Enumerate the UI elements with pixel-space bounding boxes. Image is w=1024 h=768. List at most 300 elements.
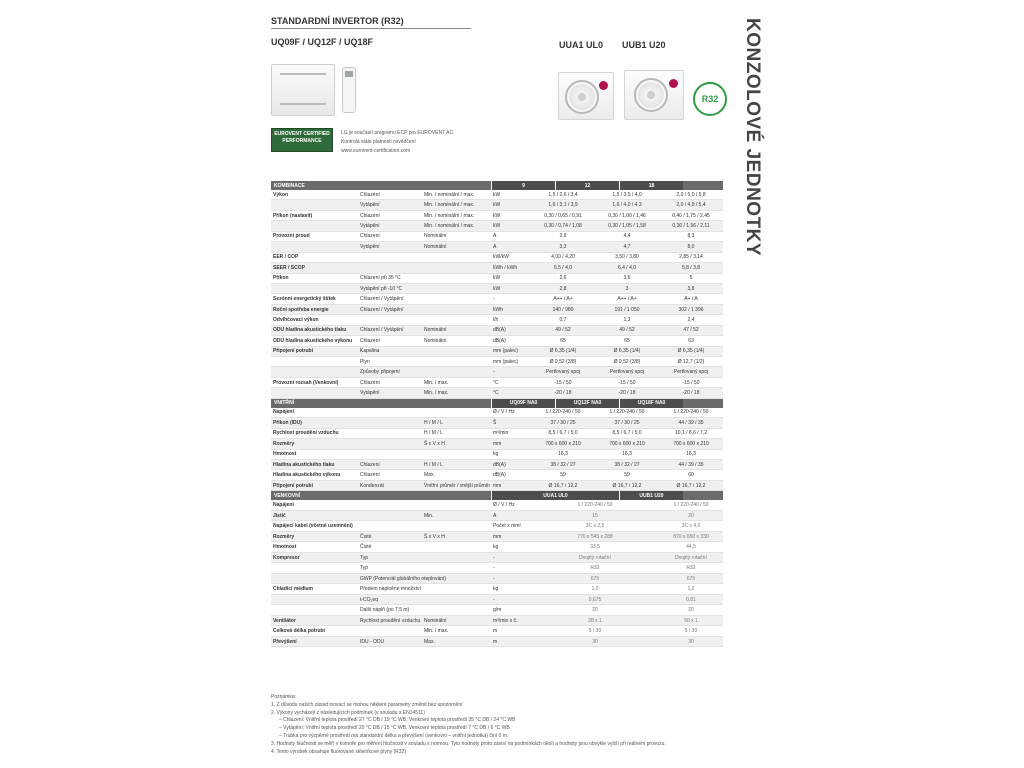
row-sublabel: Chlazení / Vytápění bbox=[360, 296, 404, 303]
eurovent-logo: EUROVENT CERTIFIED PERFORMANCE bbox=[271, 128, 333, 152]
row-sublabel: Vytápění bbox=[360, 243, 380, 250]
row-unit: A bbox=[493, 243, 497, 250]
row-label bbox=[271, 357, 358, 366]
row-measure bbox=[422, 357, 491, 366]
footnote-line: – Trubka pro výzpěrné prostředí má standardní délku a převýšení (venkovní – vnitřní jednotka) činí 0 m. bbox=[279, 732, 509, 739]
row-label: Rychlost proudění vzduchu bbox=[273, 430, 339, 437]
row-sublabel: Typ bbox=[360, 554, 369, 561]
value-cell: Ø 9,52 (3/8) bbox=[613, 358, 641, 365]
row-measure: H / M / L bbox=[424, 419, 443, 426]
row-measure bbox=[422, 542, 491, 552]
row-label: SEER / SCOP bbox=[273, 264, 305, 271]
spec-table bbox=[271, 181, 723, 647]
row-unit: Ø / V / Hz bbox=[493, 502, 515, 508]
column-header: 18 bbox=[619, 181, 683, 190]
value-cell: A+ / A bbox=[684, 296, 698, 303]
row-sublabel: Další náplň (po 7,5 m) bbox=[360, 607, 410, 613]
column-header: UUB1 U20 bbox=[619, 491, 683, 500]
table-row bbox=[271, 367, 723, 377]
row-unit: l/h bbox=[493, 316, 499, 323]
row-label: Příkon (nastavit) bbox=[273, 212, 313, 219]
value-cell: 49 / 52 bbox=[555, 327, 571, 334]
row-unit: kW bbox=[493, 191, 501, 198]
value-cell: 59 bbox=[560, 472, 566, 479]
value-cell: 2,9 bbox=[559, 233, 567, 240]
row-unit: - bbox=[493, 596, 495, 603]
row-measure bbox=[422, 263, 491, 272]
row-measure bbox=[422, 500, 491, 510]
value-cell: Ø 16,7 / 12,2 bbox=[676, 482, 706, 489]
row-unit: - bbox=[493, 369, 495, 376]
row-sublabel: Chlazení při 35 °C bbox=[360, 275, 401, 282]
value-cell: Dvojitý rotační bbox=[675, 554, 707, 561]
value-cell: 675 bbox=[590, 575, 600, 582]
row-unit: g/m bbox=[493, 607, 502, 613]
value-cell: Ø 16,7 / 12,2 bbox=[612, 482, 642, 489]
value-cell: 0,30 / 0,65 / 0,91 bbox=[544, 212, 582, 219]
value-cell: 63 bbox=[688, 337, 694, 344]
row-label: Napájení bbox=[273, 409, 294, 416]
table-row bbox=[271, 190, 723, 200]
section-header-outdoor bbox=[271, 491, 723, 500]
row-unit: kWh / kWh bbox=[493, 264, 518, 271]
side-title: KONZOLOVÉ JEDNOTKY bbox=[742, 18, 763, 257]
row-label: ODU hladina akustického tlaku bbox=[273, 327, 347, 334]
table-row bbox=[271, 284, 723, 294]
table-row bbox=[271, 439, 723, 449]
row-measure: Min. bbox=[424, 512, 434, 519]
value-cell: 0,81 bbox=[686, 596, 696, 603]
row-sublabel: Čisté bbox=[360, 544, 372, 550]
row-label: Provozní rozsah (Venkovní) bbox=[273, 379, 339, 386]
footnote-line: 2. Výkony vycházejí z následujících podmínek (v souladu s EN14511) bbox=[271, 709, 425, 716]
table-row bbox=[271, 470, 723, 480]
row-label: Hmotnost bbox=[273, 544, 297, 550]
value-cell: 2,85 / 3,14 bbox=[679, 254, 703, 261]
value-cell: Ø 9,52 (3/8) bbox=[549, 358, 577, 365]
row-unit: dB(A) bbox=[493, 337, 506, 344]
row-measure: Nominální bbox=[424, 327, 447, 334]
value-cell: Ø 6,35 (1/4) bbox=[613, 348, 641, 355]
row-unit: - bbox=[493, 296, 495, 303]
row-label: Připojení potrubí bbox=[273, 348, 313, 355]
row-measure: Max. bbox=[424, 638, 435, 645]
row-measure bbox=[422, 574, 491, 584]
row-sublabel: Kondenzát bbox=[360, 482, 384, 489]
row-measure bbox=[422, 521, 491, 531]
table-row bbox=[271, 357, 723, 367]
table-row bbox=[271, 200, 723, 210]
row-sublabel: Chlazení bbox=[360, 233, 380, 240]
section-header-combo bbox=[271, 181, 723, 190]
row-label: Odvlhčovací výkon bbox=[273, 316, 319, 323]
row-unit: mm bbox=[493, 440, 502, 447]
outdoor-unit-image-1 bbox=[558, 72, 614, 120]
row-measure bbox=[422, 284, 491, 293]
table-row bbox=[271, 574, 723, 585]
section-title: VNITŘNÍ bbox=[274, 400, 294, 407]
row-label bbox=[271, 563, 358, 573]
table-row bbox=[271, 532, 723, 543]
row-measure: H / M / L bbox=[424, 461, 443, 468]
value-cell: 770 x 545 x 288 bbox=[577, 533, 613, 540]
row-measure bbox=[422, 347, 491, 356]
row-sublabel: Rychlost proudění vzduchu bbox=[360, 617, 421, 624]
value-cell: -15 / 50 bbox=[682, 379, 700, 386]
row-label bbox=[271, 200, 358, 209]
value-cell: 2,4 bbox=[687, 316, 695, 323]
row-label bbox=[271, 574, 358, 584]
value-cell: 38 / 32 / 27 bbox=[550, 461, 576, 468]
value-cell: 8,0 bbox=[687, 243, 695, 250]
value-cell: 30 bbox=[688, 638, 694, 645]
r32-badge-icon: R32 bbox=[693, 82, 727, 116]
value-cell: Dvojitý rotační bbox=[579, 554, 611, 561]
row-unit: kg bbox=[493, 586, 499, 592]
row-unit: kW bbox=[493, 212, 501, 219]
table-row bbox=[271, 263, 723, 273]
row-label: Rozměry bbox=[273, 533, 295, 540]
row-label: Výkon bbox=[273, 191, 289, 198]
row-unit: Š bbox=[493, 419, 497, 426]
value-cell: 10,1 / 8,6 / 7,2 bbox=[675, 430, 707, 437]
row-sublabel bbox=[358, 626, 422, 636]
row-unit: A bbox=[493, 233, 497, 240]
table-row bbox=[271, 553, 723, 564]
value-cell: 0,30 / 0,74 / 1,08 bbox=[544, 223, 582, 230]
value-cell: R32 bbox=[686, 565, 696, 571]
value-cell: 16,3 bbox=[622, 451, 632, 458]
value-cell: Pertlovaný spoj bbox=[609, 369, 645, 376]
table-row bbox=[271, 429, 723, 439]
row-unit: Počet x mm² bbox=[493, 523, 522, 529]
value-cell: 5 / 30 bbox=[588, 628, 602, 634]
value-cell: 1,2 bbox=[687, 586, 695, 592]
row-unit: kg bbox=[493, 544, 499, 550]
row-unit: m bbox=[493, 628, 498, 634]
indoor-unit-image bbox=[271, 64, 335, 116]
table-row bbox=[271, 563, 723, 574]
row-label: Hmotnost bbox=[273, 451, 297, 458]
row-unit: kW bbox=[493, 223, 501, 230]
value-cell: Ø 6,35 (1/4) bbox=[549, 348, 577, 355]
remote-control-image bbox=[342, 67, 356, 113]
value-cell: 5,8 / 3,8 bbox=[681, 264, 701, 271]
row-measure: Min. / nominální / max. bbox=[424, 191, 475, 198]
table-row bbox=[271, 595, 723, 606]
value-cell: 1,5 / 2,6 / 3,4 bbox=[548, 191, 578, 198]
row-unit: mm bbox=[493, 482, 502, 489]
value-cell: 6,5 / 4,0 bbox=[553, 264, 573, 271]
table-row bbox=[271, 450, 723, 460]
value-cell: 2,6 bbox=[559, 275, 567, 282]
row-measure: Š x V x H bbox=[424, 533, 445, 540]
indoor-models: UQ09F / UQ12F / UQ18F bbox=[271, 37, 374, 47]
value-cell: 700 x 600 x 210 bbox=[545, 440, 581, 447]
value-cell: 2,0 / 5,0 / 5,8 bbox=[676, 191, 706, 198]
footnote-line: 4. Tento výrobek obsahuje fluorované skleníkové plyny (R32) bbox=[271, 748, 406, 755]
value-cell: 191 / 1 050 bbox=[614, 306, 640, 313]
row-unit: dB(A) bbox=[493, 461, 506, 468]
value-cell: 5 / 30 bbox=[684, 628, 698, 634]
footnote-line: 3. Hodnoty hlučnosti se měří v komoře pro měření hlučnosti v souladu s normou. Tyto hodnoty proto závisí na podmínkách okolí a hodnoty jsou obvykle vyšší při reálném provozu. bbox=[271, 740, 666, 747]
row-sublabel: Vytápění při -10 °C bbox=[360, 285, 403, 292]
row-unit: A bbox=[493, 512, 497, 519]
row-unit: kWh bbox=[493, 306, 503, 313]
table-row bbox=[271, 481, 723, 491]
row-sublabel bbox=[358, 418, 422, 427]
table-row bbox=[271, 584, 723, 595]
table-row bbox=[271, 253, 723, 263]
row-label: Napájení bbox=[273, 502, 294, 508]
row-unit: - bbox=[493, 575, 495, 582]
value-cell: 8,3 bbox=[687, 233, 695, 240]
section-title: KOMBINACE bbox=[274, 182, 305, 189]
row-label bbox=[271, 388, 358, 397]
table-row bbox=[271, 315, 723, 325]
row-measure: Min. / nominální / max. bbox=[424, 202, 475, 209]
row-label: ODU hladina akustického výkonu bbox=[273, 337, 353, 344]
row-sublabel: Plyn bbox=[360, 358, 370, 365]
row-measure: Min. / max. bbox=[424, 390, 449, 397]
value-cell: A++ / A+ bbox=[553, 296, 573, 303]
value-cell: 1,3 bbox=[623, 316, 631, 323]
row-unit: m³/min x č. bbox=[493, 617, 518, 624]
row-label: Celková délka potrubí bbox=[273, 628, 325, 634]
value-cell: 302 / 1 396 bbox=[678, 306, 704, 313]
table-row bbox=[271, 211, 723, 221]
value-cell: 50 x 1 bbox=[684, 617, 698, 624]
table-row bbox=[271, 326, 723, 336]
row-sublabel bbox=[358, 408, 422, 417]
row-sublabel: Vytápění bbox=[360, 202, 380, 209]
odu-model-1: UUA1 UL0 bbox=[559, 40, 604, 50]
row-measure bbox=[422, 563, 491, 573]
row-unit: Ø / V / Hz bbox=[493, 409, 515, 416]
row-label: Příkon (IDU) bbox=[273, 419, 302, 426]
row-label bbox=[271, 605, 358, 615]
value-cell: 0,30 / 1,56 / 2,11 bbox=[672, 223, 710, 230]
table-row bbox=[271, 294, 723, 304]
row-label: Příkon bbox=[273, 275, 289, 282]
row-measure: Min. / nominální / max. bbox=[424, 212, 475, 219]
row-sublabel bbox=[358, 429, 422, 438]
value-cell: 1,6 / 3,1 / 3,9 bbox=[548, 202, 578, 209]
row-measure: Nominální bbox=[424, 243, 447, 250]
row-label: Sezónní energetický štítek bbox=[273, 296, 336, 303]
value-cell: -15 / 50 bbox=[554, 379, 572, 386]
row-unit: - bbox=[493, 554, 495, 561]
row-measure bbox=[422, 408, 491, 417]
column-header: UUA1 UL0 bbox=[491, 491, 619, 500]
row-sublabel bbox=[358, 439, 422, 448]
value-cell: -20 / 18 bbox=[682, 390, 700, 397]
value-cell: 59 bbox=[624, 472, 630, 479]
value-cell: 1,6 / 4,0 / 4,3 bbox=[612, 202, 642, 209]
value-cell: 1 / 220-240 / 50 bbox=[673, 409, 709, 416]
table-row bbox=[271, 511, 723, 522]
row-measure: Vnitřní průměr / vnější průměr bbox=[424, 482, 491, 489]
row-unit: - bbox=[493, 565, 495, 571]
value-cell: 870 x 650 x 330 bbox=[673, 533, 709, 540]
row-unit: dB(A) bbox=[493, 472, 506, 479]
row-label: Hladina akustického výkonu bbox=[273, 472, 341, 479]
column-header: UQ09F NA0 bbox=[491, 399, 555, 408]
table-row bbox=[271, 637, 723, 648]
row-sublabel: GWP (Potenciál globálního oteplování) bbox=[360, 575, 447, 582]
row-label bbox=[271, 284, 358, 293]
table-row bbox=[271, 242, 723, 252]
value-cell: 1,5 / 3,5 / 4,0 bbox=[612, 191, 642, 198]
value-cell: 60 bbox=[688, 472, 694, 479]
row-sublabel: Vytápění bbox=[360, 390, 380, 397]
value-cell: Ø 16,7 / 12,2 bbox=[548, 482, 578, 489]
row-sublabel: Typ bbox=[360, 565, 369, 571]
value-cell: 4,00 / 4,20 bbox=[551, 254, 575, 261]
row-unit: °C bbox=[493, 390, 499, 397]
row-measure: Nominální bbox=[424, 337, 447, 344]
footnote-line: – Vytápění: Vnitřní teplota prostředí 20 °C DB / 15 °C WB, Venkovní teplota prostředí 7 °C DB / 6 °C WB bbox=[279, 725, 510, 732]
value-cell: 38 / 32 / 27 bbox=[614, 461, 640, 468]
table-row bbox=[271, 221, 723, 231]
value-cell: 3,3 bbox=[559, 243, 567, 250]
table-row bbox=[271, 626, 723, 637]
row-measure: H / M / L bbox=[424, 430, 443, 437]
value-cell: 0,7 bbox=[559, 316, 567, 323]
row-sublabel bbox=[358, 511, 422, 521]
value-cell: 3,5 bbox=[623, 275, 631, 282]
value-cell: 675 bbox=[686, 575, 696, 582]
row-sublabel bbox=[358, 263, 422, 272]
value-cell: 3 bbox=[625, 285, 629, 292]
value-cell: -20 / 18 bbox=[618, 390, 636, 397]
outdoor-unit-image-2 bbox=[624, 70, 684, 120]
row-unit: mm (palec) bbox=[493, 348, 519, 355]
value-cell: 37 / 30 / 25 bbox=[614, 419, 640, 426]
row-measure bbox=[422, 305, 491, 314]
row-sublabel bbox=[358, 450, 422, 459]
row-sublabel: Vytápění bbox=[360, 223, 380, 230]
row-unit: kW bbox=[493, 275, 501, 282]
row-unit: m³/min bbox=[493, 430, 509, 437]
row-measure bbox=[422, 584, 491, 594]
value-cell: 700 x 600 x 210 bbox=[673, 440, 709, 447]
value-cell: 1,0 bbox=[591, 586, 599, 592]
table-row bbox=[271, 605, 723, 616]
row-unit: mm bbox=[493, 533, 502, 540]
value-cell: 0,40 / 1,75 / 2,45 bbox=[672, 212, 710, 219]
row-sublabel: Chlazení / Vytápění bbox=[360, 327, 404, 334]
value-cell: 2,0 / 4,9 / 5,4 bbox=[676, 202, 706, 209]
row-unit: kW bbox=[493, 285, 501, 292]
value-cell: 44 / 39 / 35 bbox=[678, 419, 704, 426]
value-cell: 5 bbox=[689, 275, 693, 282]
row-sublabel: Chlazení bbox=[360, 461, 380, 468]
table-row bbox=[271, 500, 723, 511]
value-cell: A++ / A+ bbox=[617, 296, 637, 303]
row-measure: Nominální bbox=[424, 617, 447, 624]
table-row bbox=[271, 542, 723, 553]
value-cell: 2,8 bbox=[559, 285, 567, 292]
row-label: EER / COP bbox=[273, 254, 299, 261]
row-unit: kg bbox=[493, 451, 499, 458]
row-label bbox=[271, 367, 358, 376]
table-row bbox=[271, 418, 723, 428]
value-cell: 65 bbox=[624, 337, 630, 344]
value-cell: 37 / 30 / 25 bbox=[550, 419, 576, 426]
value-cell: 3C x 4,0 bbox=[681, 523, 701, 529]
column-header: 12 bbox=[555, 181, 619, 190]
table-row bbox=[271, 274, 723, 284]
value-cell: 3,8 bbox=[687, 285, 695, 292]
eurovent-note: LG je součástí programu ECP pro EUROVENT AC. Kontrola stále platnosti osvědčení www.eurovent-certification.com bbox=[341, 130, 455, 154]
value-cell: -20 / 18 bbox=[554, 390, 572, 397]
row-sublabel: Předem naplněné množství bbox=[360, 586, 421, 592]
value-cell: 700 x 600 x 210 bbox=[609, 440, 645, 447]
value-cell: 0,30 / 1,00 / 1,46 bbox=[608, 212, 646, 219]
value-cell: 3C x 2,5 bbox=[585, 523, 605, 529]
row-sublabel: Čisté bbox=[360, 533, 372, 540]
row-label: Napájecí kabel (včetně uzemnění) bbox=[273, 523, 353, 529]
row-measure: Š x V x H bbox=[424, 440, 445, 447]
value-cell: 1 / 220-240 / 50 bbox=[545, 409, 581, 416]
value-cell: 1 / 220-240 / 50 bbox=[673, 502, 709, 508]
footnote-line: – Chlazení: Vnitřní teplota prostředí 27 °C DB / 19 °C WB, Venkovní teplota prostředí 35 °C DB / 24 °C WB bbox=[279, 717, 516, 724]
row-sublabel bbox=[358, 500, 422, 510]
title-divider bbox=[271, 28, 471, 29]
row-label: Rozměry bbox=[273, 440, 295, 447]
value-cell: 65 bbox=[560, 337, 566, 344]
section-title: VENKOVNÍ bbox=[274, 492, 301, 499]
row-unit: mm (palec) bbox=[493, 358, 519, 365]
value-cell: 1 / 220-240 / 50 bbox=[577, 502, 613, 508]
odu-model-2: UUB1 U20 bbox=[622, 40, 666, 50]
row-sublabel: Chlazení bbox=[360, 337, 380, 344]
value-cell: 28 x 1 bbox=[588, 617, 602, 624]
row-label bbox=[271, 595, 358, 605]
row-unit: kW/kW bbox=[493, 254, 509, 261]
footnote-line: 1. Z důvodu našich zásad inovací se mohou některé parametry změnit bez upozornění bbox=[271, 701, 463, 708]
row-unit: °C bbox=[493, 379, 499, 386]
value-cell: 20 bbox=[688, 512, 694, 519]
row-sublabel: Způsoby připojení bbox=[360, 369, 400, 376]
table-row bbox=[271, 378, 723, 388]
value-cell: 8,5 / 6,7 / 5,0 bbox=[612, 430, 642, 437]
row-sublabel: Chlazení bbox=[360, 191, 380, 198]
value-cell: Ø 12,7 (1/2) bbox=[677, 358, 705, 365]
row-measure: Nominální bbox=[424, 233, 447, 240]
row-label: Jistič bbox=[273, 512, 286, 519]
value-cell: 3,50 / 3,80 bbox=[615, 254, 639, 261]
table-row bbox=[271, 460, 723, 470]
row-measure bbox=[422, 553, 491, 563]
table-row bbox=[271, 616, 723, 627]
row-unit: kW bbox=[493, 202, 501, 209]
column-header: 9 bbox=[491, 181, 555, 190]
value-cell: 44,5 bbox=[686, 544, 696, 550]
row-label: Kompresor bbox=[273, 554, 300, 561]
row-sublabel: Chlazení bbox=[360, 472, 380, 479]
value-cell: 16,3 bbox=[686, 451, 696, 458]
value-cell: 140 / 980 bbox=[552, 306, 574, 313]
row-measure: Max. bbox=[424, 472, 435, 479]
value-cell: 20 bbox=[592, 607, 598, 613]
row-label: Převýšení bbox=[273, 638, 297, 645]
table-row bbox=[271, 408, 723, 418]
row-measure bbox=[422, 367, 491, 376]
row-measure: Min. / max. bbox=[424, 628, 449, 634]
row-measure: Min. / max. bbox=[424, 379, 449, 386]
